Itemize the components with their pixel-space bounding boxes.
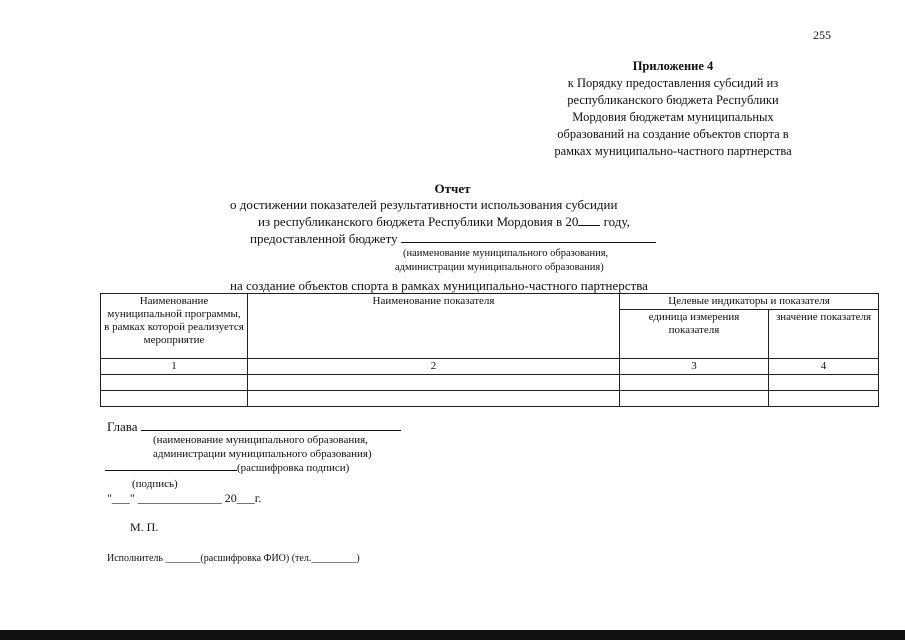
table-cell[interactable] [248,391,620,407]
table-row [101,375,879,391]
signature-decode-line [105,462,349,474]
appendix-line: республиканского бюджета Республики [567,93,779,107]
scan-edge-bar [0,630,905,640]
table-number-row [101,359,879,375]
head-blank [141,430,401,431]
report-title: Отчет [434,181,471,196]
appendix-line: рамках муниципально-частного партнерства [554,144,792,158]
appendix-line: образований на создание объектов спорта в [557,127,789,141]
header-unit: единица измерения показателя [620,310,769,359]
budget-label: предоставленной бюджету [250,231,398,246]
header-program: Наименование муниципальной программы, в рамках которой реализуется мероприятие [101,294,248,359]
table-cell[interactable] [769,375,879,391]
table-cell[interactable] [101,391,248,407]
signature-blank [105,470,237,471]
col-number: 1 [101,359,248,375]
table-header-row [101,294,879,310]
table-cell[interactable] [620,391,769,407]
head-label: Глава [107,419,138,434]
col-number: 2 [248,359,620,375]
table-cell[interactable] [769,391,879,407]
page-number: 255 [813,28,831,42]
footer-hint-1: (наименование муниципального образования, [153,434,368,446]
report-line-3 [250,231,656,247]
report-line-2-suffix: году, [600,214,630,229]
budget-blank [401,242,656,243]
col-number: 4 [769,359,879,375]
executor-line: Исполнитель _______(расшифровка ФИО) (тел._________) [107,553,360,564]
header-target-group: Целевые индикаторы и показателя [620,294,879,310]
report-line-2 [258,214,630,230]
appendix-block [493,58,853,160]
table-row [101,391,879,407]
year-blank [578,225,600,226]
table-cell[interactable] [101,375,248,391]
table-cell[interactable] [620,375,769,391]
date-line: "___" ______________ 20___г. [107,491,262,505]
head-signature-line [107,419,401,435]
indicators-table [100,293,879,407]
header-value: значение показателя [769,310,879,359]
report-hint-1: (наименование муниципального образования, [403,248,609,259]
appendix-line: к Порядку предоставления субсидий из [567,76,779,90]
footer-hint-2: администрации муниципального образования) [153,448,372,460]
signature-label: (подпись) [132,478,178,490]
report-line-1: о достижении показателей результативности использования субсидии [230,197,618,212]
header-indicator: Наименование показателя [248,294,620,359]
appendix-title: Приложение 4 [632,59,714,73]
decode-label: (расшифровка подписи) [237,462,350,474]
col-number: 3 [620,359,769,375]
report-hint-2: администрации муниципального образования) [395,262,604,273]
appendix-line: Мордовия бюджетам муниципальных [572,110,774,124]
table-cell[interactable] [248,375,620,391]
report-line-4: на создание объектов спорта в рамках муниципально-частного партнерства [230,278,648,293]
stamp-place: М. П. [130,520,159,534]
report-line-2-prefix: из республиканского бюджета Республики Мордовия в 20 [258,214,579,229]
